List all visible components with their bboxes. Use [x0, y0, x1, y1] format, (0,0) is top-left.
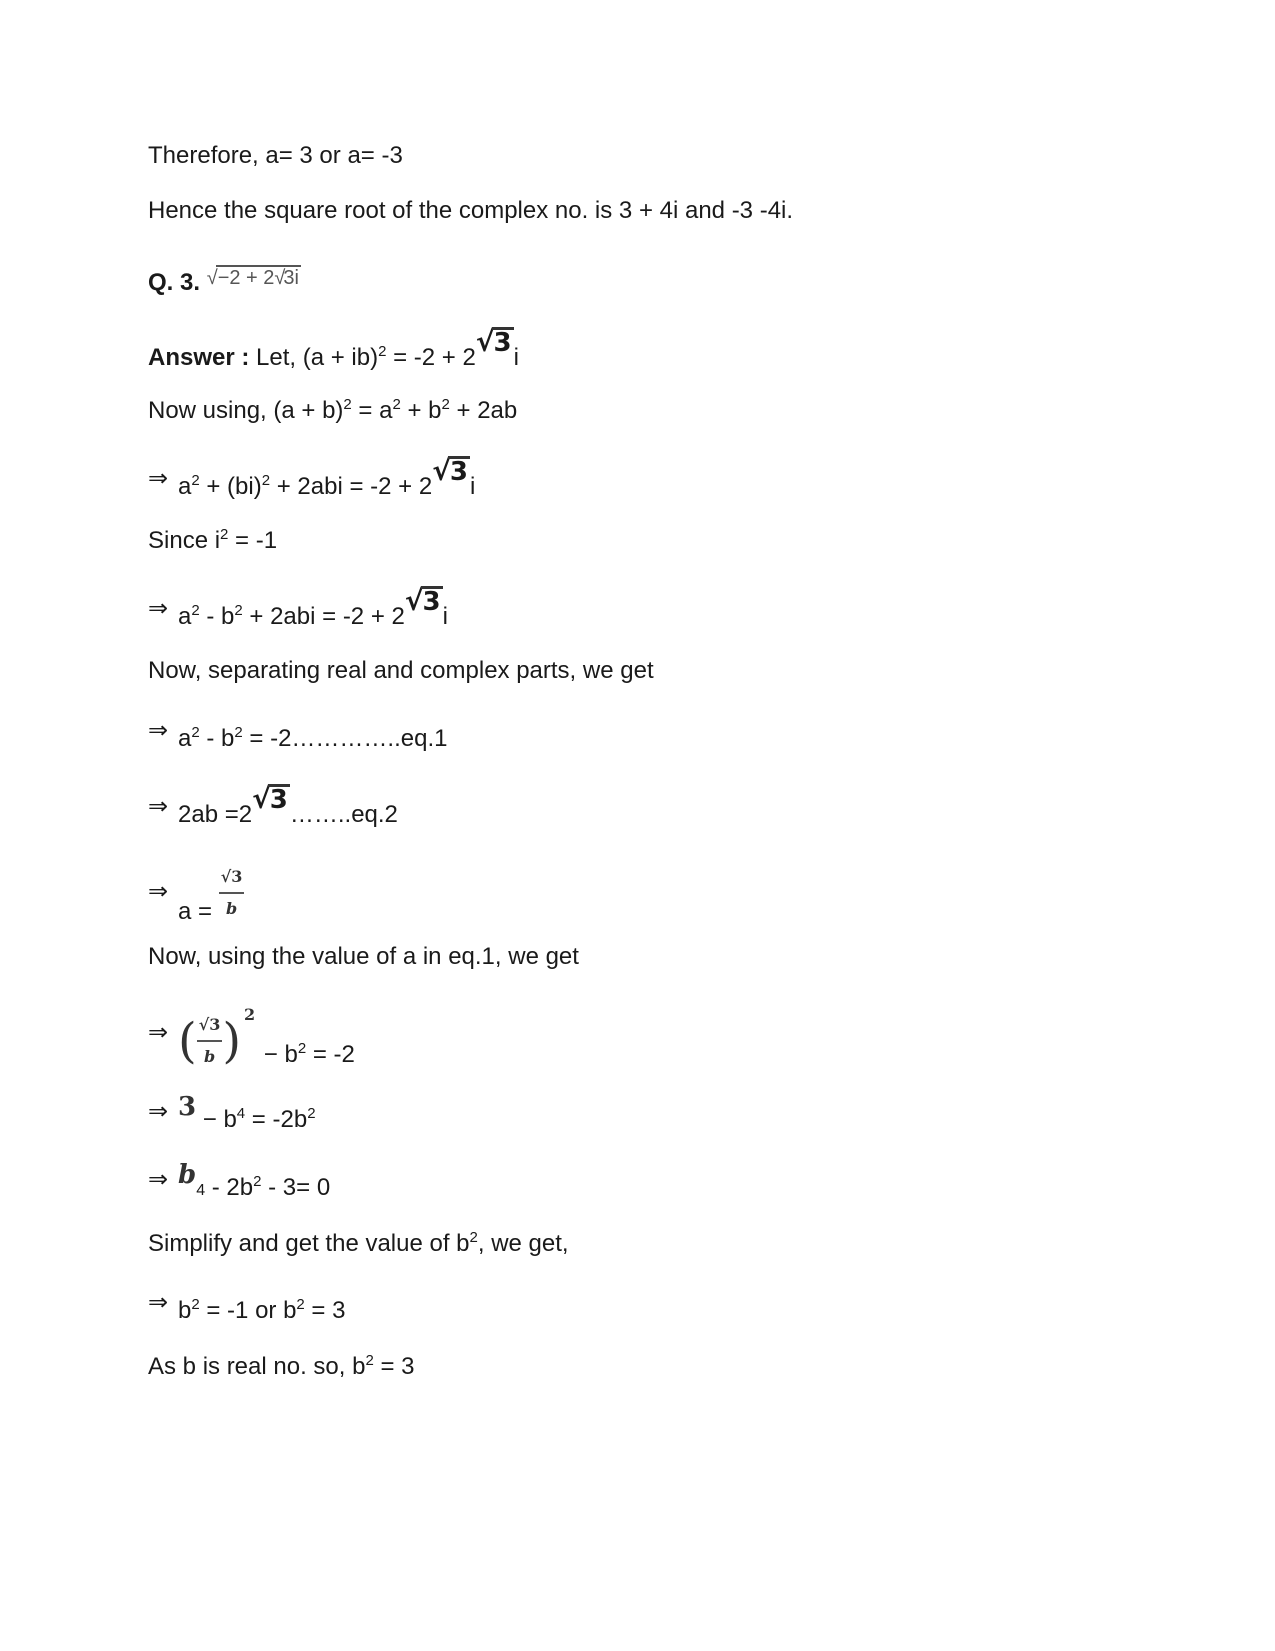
text: Let, (a + ib)	[249, 344, 379, 371]
exponent: 4	[236, 1105, 246, 1122]
text: = -2	[306, 1040, 355, 1068]
fraction-numerator	[197, 1010, 223, 1042]
text: - 2b	[205, 1174, 254, 1201]
radicand: 3	[449, 457, 468, 487]
text: − b	[196, 1106, 237, 1133]
exponent: 2	[243, 1005, 256, 1024]
implies-icon: ⇒	[148, 595, 169, 622]
exponent: 2	[297, 1039, 307, 1057]
math-three: 3	[178, 1092, 197, 1122]
paren: )	[222, 1013, 242, 1069]
question-label: Q. 3.	[148, 269, 201, 296]
text: a	[178, 725, 192, 752]
text: = 3	[304, 1297, 346, 1324]
text: As b is real no. so, b	[148, 1353, 366, 1380]
implies-icon: ⇒	[148, 793, 169, 820]
text: - 3= 0	[261, 1174, 331, 1201]
text-line: Hence the square root of the complex no. is 3 + 4i and -3 -4i.	[148, 197, 794, 224]
text: i	[442, 603, 448, 630]
text: = a	[351, 397, 393, 424]
sqrt3-expression	[405, 586, 443, 617]
question-radical	[207, 263, 301, 293]
exponent: 2	[234, 602, 243, 619]
sqrt-symbol: √	[252, 782, 271, 815]
implies-icon: ⇒	[148, 1018, 169, 1046]
exponent: 2	[191, 472, 200, 489]
sqrt3-expression	[432, 456, 470, 487]
text-line	[148, 1352, 415, 1382]
exponent: 2	[365, 1352, 374, 1369]
text: = -2…………..eq.1	[242, 725, 448, 752]
sqrt-symbol: √	[220, 867, 232, 886]
sqrt-symbol: √	[404, 584, 424, 617]
text: + (bi)	[199, 473, 262, 500]
step-line	[148, 782, 398, 830]
exponent: 2	[343, 396, 352, 413]
fraction-denominator: b	[225, 899, 238, 918]
radicand-text: i	[294, 267, 299, 289]
step-line	[148, 867, 244, 932]
fraction-numerator	[219, 862, 245, 894]
fraction	[197, 1010, 223, 1072]
step-line	[148, 584, 448, 632]
text: Now using, (a + b)	[148, 397, 344, 424]
exponent: 2	[392, 396, 401, 413]
sqrt-symbol: √	[274, 267, 286, 289]
exponent: 4	[196, 1182, 206, 1199]
fraction-denominator: b	[203, 1047, 216, 1066]
step-line	[148, 1092, 316, 1135]
step-line	[148, 717, 448, 754]
text-line	[148, 526, 277, 556]
exponent: 2	[469, 1229, 478, 1246]
fraction	[219, 862, 245, 924]
text-line	[148, 396, 517, 426]
implies-icon: ⇒	[148, 717, 169, 744]
radicand: 3	[269, 785, 288, 815]
exponent: 2	[191, 1296, 200, 1313]
exponent: 2	[296, 1296, 305, 1313]
text: 2ab =2	[178, 801, 253, 828]
radicand-text: 3	[283, 267, 295, 289]
text: i	[469, 473, 476, 500]
text: , we get,	[477, 1230, 569, 1257]
radicand-text: −2 + 2	[217, 267, 275, 289]
text-line: Therefore, a= 3 or a= -3	[148, 142, 403, 169]
step-line	[148, 1289, 346, 1326]
sqrt-symbol: √	[198, 1015, 210, 1034]
text: a	[178, 473, 192, 500]
text: + b	[400, 397, 442, 424]
text-line: Now, separating real and complex parts, we get	[148, 657, 654, 684]
implies-icon: ⇒	[148, 1289, 169, 1316]
exponent: 2	[441, 396, 450, 413]
radicand: 3	[493, 328, 512, 358]
implies-icon: ⇒	[148, 1098, 169, 1125]
text: a =	[178, 898, 219, 926]
exponent: 2	[191, 602, 200, 619]
exponent: 2	[191, 724, 200, 741]
sqrt-symbol: √	[475, 325, 495, 358]
sqrt-symbol: √	[432, 454, 451, 487]
text: − b	[257, 1040, 298, 1068]
answer-label: Answer :	[148, 344, 250, 371]
step-line	[148, 1160, 331, 1206]
text: = -1	[228, 527, 278, 554]
text: Since i	[148, 527, 221, 554]
sqrt3-expression	[476, 327, 514, 358]
text: - b	[199, 725, 235, 752]
exponent: 2	[307, 1105, 316, 1122]
step-line	[148, 454, 476, 502]
text: ……..eq.2	[289, 801, 398, 828]
implies-icon: ⇒	[148, 1166, 169, 1193]
question-heading	[148, 268, 301, 299]
answer-line	[148, 325, 519, 373]
text: b	[178, 1297, 192, 1324]
step-line	[148, 1005, 355, 1072]
text: i	[513, 344, 519, 371]
radicand: 3	[231, 867, 243, 886]
text: = -2b	[245, 1106, 308, 1133]
exponent: 2	[220, 526, 229, 543]
exponent: 2	[261, 472, 271, 489]
text: + 2abi = -2 + 2	[270, 473, 433, 500]
text: a	[178, 603, 192, 630]
exponent: 2	[253, 1173, 262, 1190]
sqrt3-expression	[252, 784, 290, 815]
exponent: 2	[378, 343, 387, 360]
math-b: b	[178, 1160, 197, 1190]
radicand: 3	[209, 1015, 221, 1034]
text: = -2 + 2	[386, 344, 476, 371]
text: + 2ab	[449, 397, 518, 424]
text: = -1 or b	[199, 1297, 297, 1324]
text: Simplify and get the value of b	[148, 1230, 470, 1257]
sqrt-symbol: √	[206, 267, 218, 289]
paren: (	[178, 1013, 197, 1069]
text: - b	[199, 603, 235, 630]
text: + 2abi = -2 + 2	[242, 603, 405, 630]
text-line	[148, 1229, 569, 1259]
expression-tail	[257, 1041, 355, 1068]
squared-fraction	[178, 1005, 256, 1072]
text-line: Now, using the value of a in eq.1, we get	[148, 943, 579, 970]
implies-icon: ⇒	[148, 465, 169, 492]
text: = 3	[373, 1353, 415, 1380]
radicand: 3	[422, 587, 441, 617]
exponent: 2	[234, 724, 243, 741]
implies-icon: ⇒	[148, 878, 169, 906]
